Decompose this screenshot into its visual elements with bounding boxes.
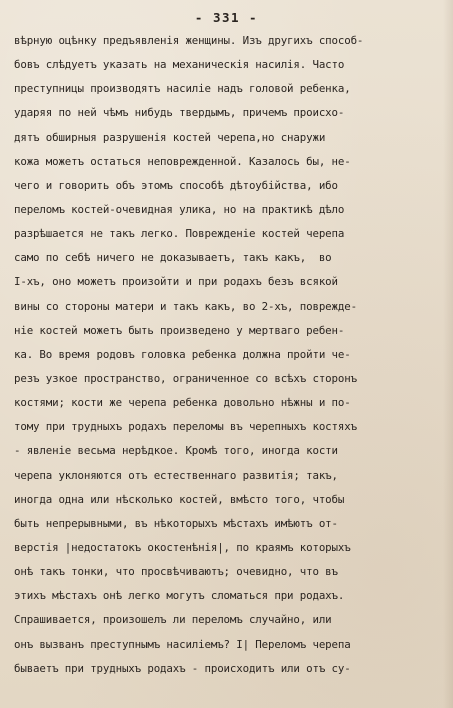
text-line: дятъ обширныя разрушенія костей черепа,но снаружи [14,130,326,144]
page-body-text [14,29,444,681]
text-line: I-хъ, оно можетъ произойти и при родахъ безъ всякой [14,275,338,289]
text-line: быть непрерывными, въ нѣкоторыхъ мѣстахъ имѣютъ от- [14,516,338,530]
text-line: чего и говорить объ этомъ способѣ дѣтоубійства, ибо [14,178,338,192]
page-number: - 331 - [194,10,259,25]
text-line: резъ узкое пространство, ограниченное со всѣхъ сторонъ [14,371,357,385]
text-line: разрѣшается не такъ легко. Поврежденіе костей черепа [14,227,345,241]
text-line: преступницы производятъ насиліе надъ головой ребенка, [14,82,351,96]
text-line: онѣ такъ тонки, что просвѣчиваютъ; очевидно, что въ [14,565,338,579]
text-line: черепа уклоняются отъ естественнаго развитія; такъ, [14,468,338,482]
text-line: само по себѣ ничего не доказываетъ, такъ какъ, во [14,251,332,265]
text-line: ніе костей можетъ быть произведено у мертваго ребен- [14,323,345,337]
text-line: кожа можетъ остаться неповрежденной. Казалось бы, не- [14,154,351,168]
text-line: - явленіе весьма нерѣдкое. Кромѣ того, иногда кости [14,444,338,458]
text-line: онъ вызванъ преступнымъ насиліемъ? I| Переломъ черепа [14,637,351,651]
text-line: Спрашивается, произошелъ ли переломъ случайно, или [14,613,332,627]
text-line: этихъ мѣстахъ онѣ легко могутъ сломаться при родахъ. [14,589,345,603]
text-line: иногда одна или нѣсколько костей, вмѣсто того, чтобы [14,492,345,506]
text-line: костями; кости же черепа ребенка довольно нѣжны и по- [14,396,351,410]
text-line: ка. Во время родовъ головка ребенка должна пройти че- [14,347,351,361]
text-line: верстія |недостатокъ окостенѣнія|, по краямъ которыхъ [14,540,351,554]
text-line: вины со стороны матери и такъ какъ, во 2-хъ, поврежде- [14,299,357,313]
text-line: бываетъ при трудныхъ родахъ - происходитъ или отъ су- [14,661,351,675]
text-line: ударяя по ней чѣмъ нибудь твердымъ, причемъ происхо- [14,106,345,120]
text-line: переломъ костей-очевидная улика, но на практикѣ дѣло [14,202,345,216]
text-line: тому при трудныхъ родахъ переломы въ черепныхъ костяхъ [14,420,357,434]
text-line: вѣрную оцѣнку предъявленія женщины. Изъ другихъ способ- [14,34,364,47]
text-line: бовъ слѣдуетъ указать на механическія насилія. Часто [14,58,345,72]
